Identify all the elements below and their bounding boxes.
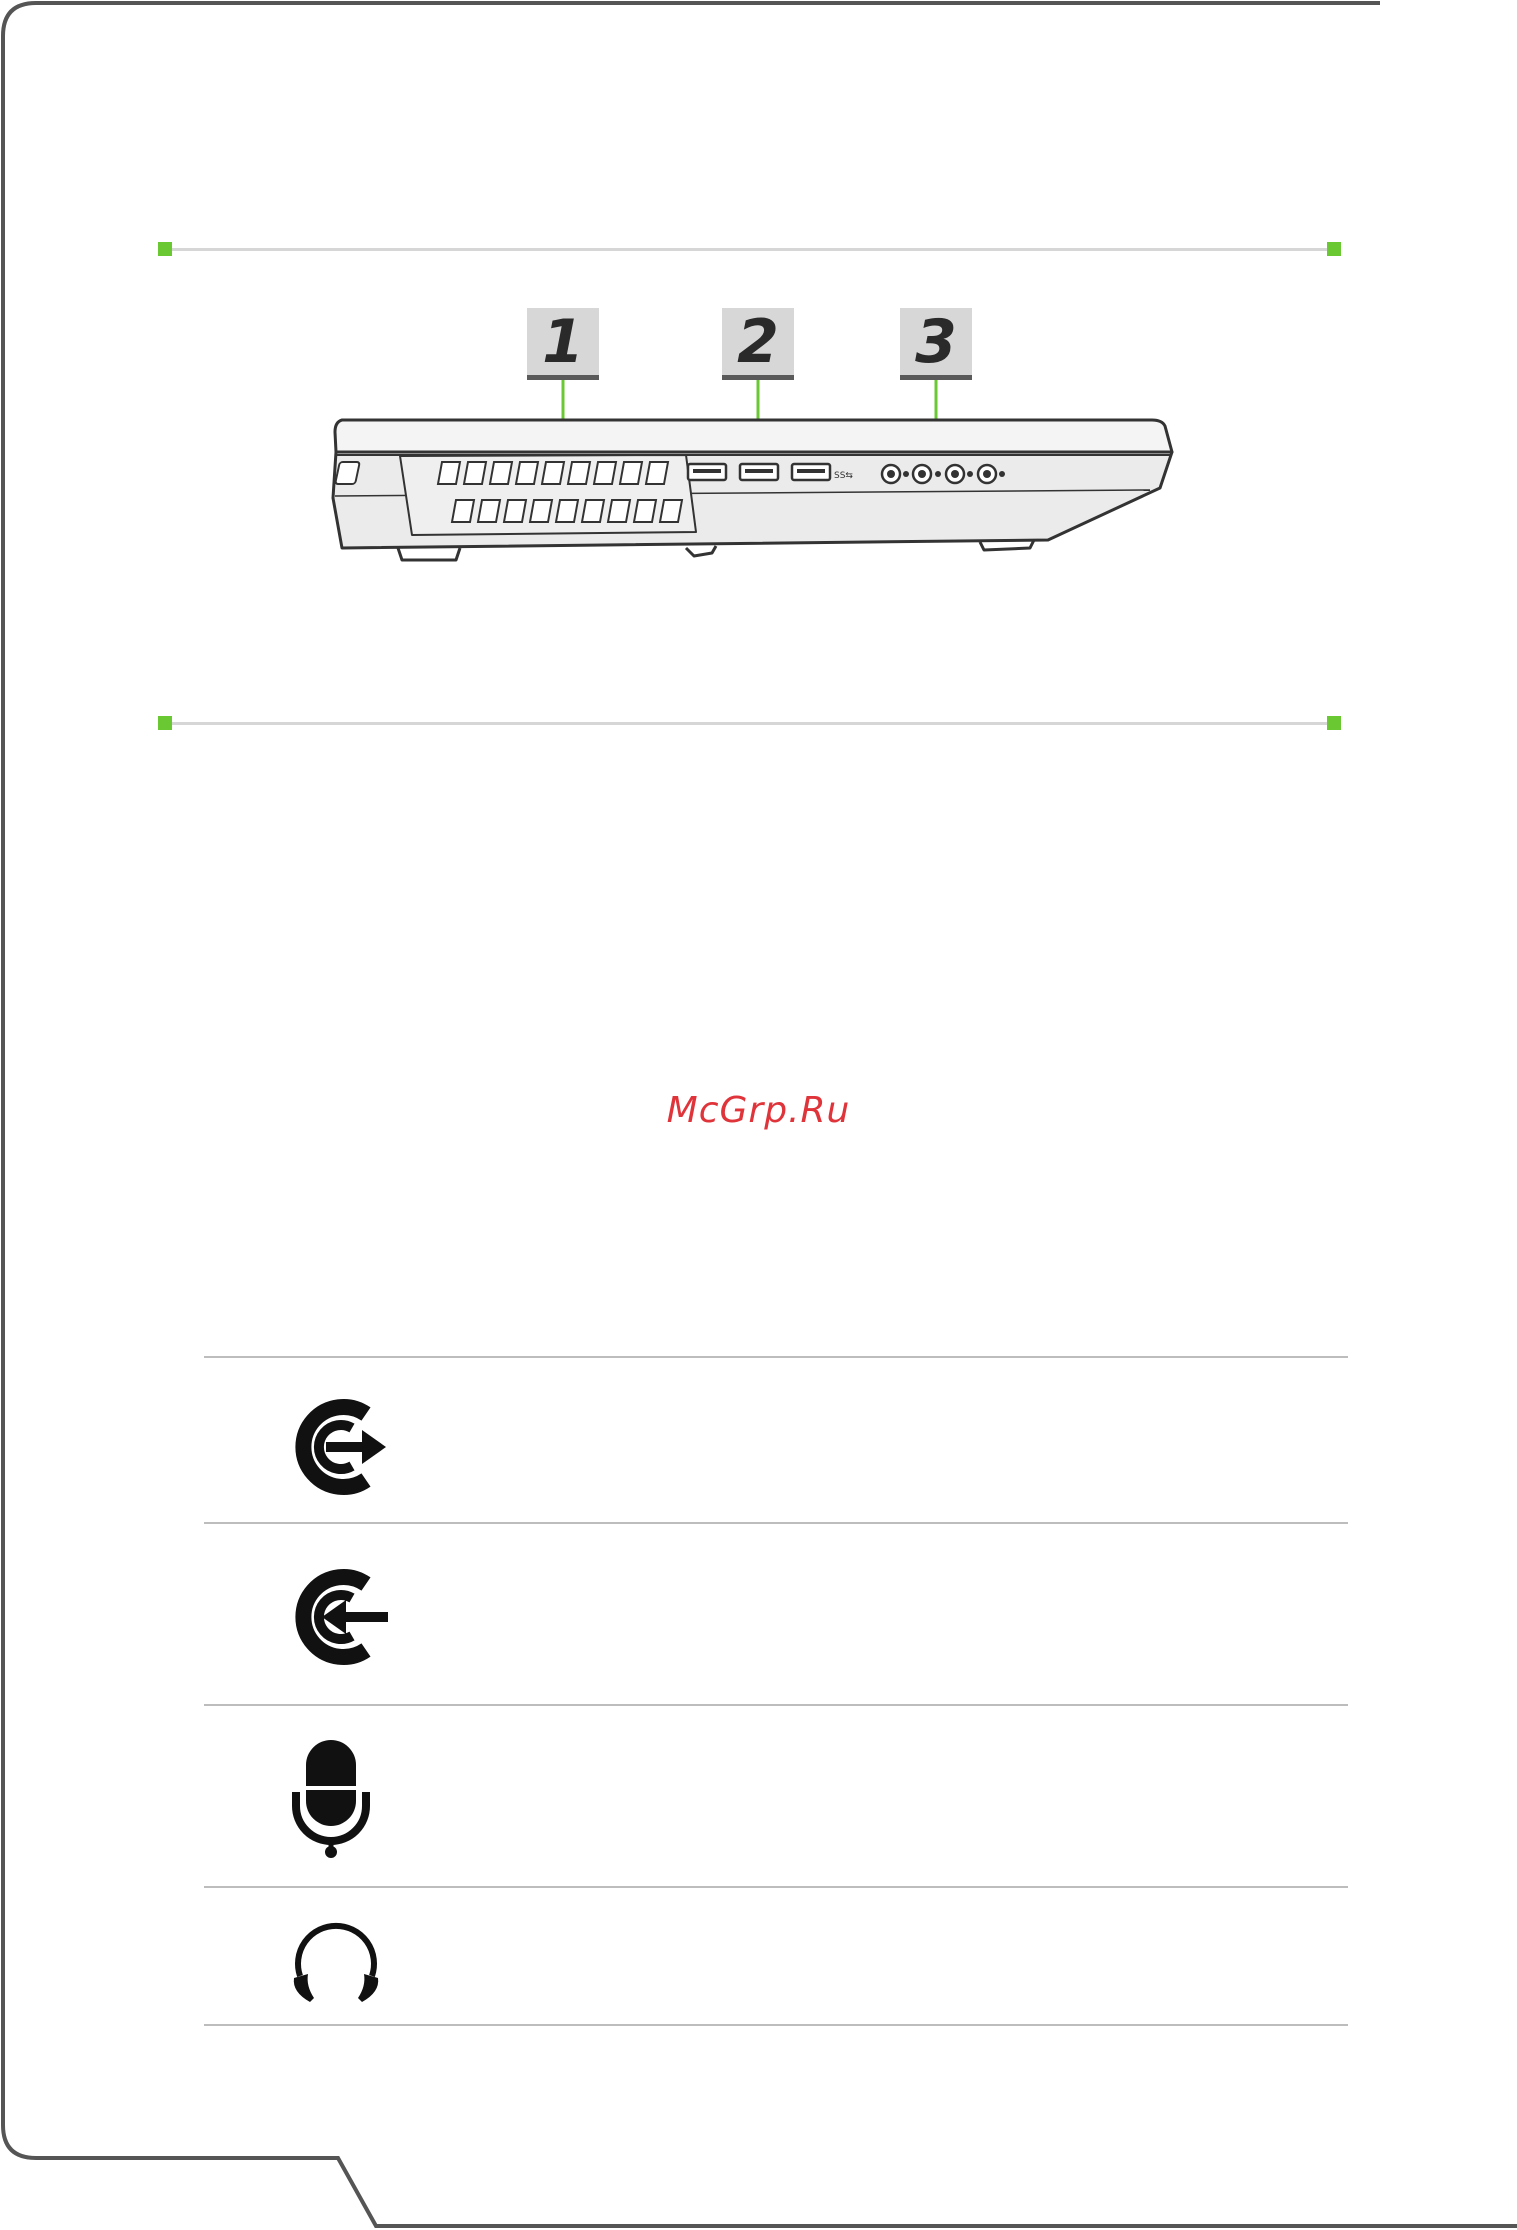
callout-1: 1 — [527, 308, 599, 380]
audio-jack-table — [204, 1356, 1348, 2026]
vent-slot — [530, 500, 552, 522]
laptop-side-view — [0, 0, 1517, 620]
vent-slot — [504, 500, 526, 522]
table-row — [204, 1522, 1348, 1704]
vent-slot — [438, 462, 460, 484]
vent-slot — [478, 500, 500, 522]
table-row — [204, 1356, 1348, 1522]
vent-slot — [516, 462, 538, 484]
vent-slot — [582, 500, 604, 522]
vent-slot — [490, 462, 512, 484]
vent-slot — [542, 462, 564, 484]
vent-slot — [556, 500, 578, 522]
table-row — [204, 1704, 1348, 1886]
vent-slot — [452, 500, 474, 522]
vent-slot — [594, 462, 616, 484]
vent-slot — [464, 462, 486, 484]
microphone-icon — [286, 1736, 376, 1866]
audio-input-icon — [286, 1562, 396, 1672]
table-row — [204, 1886, 1348, 2026]
audio-output-icon — [286, 1392, 396, 1502]
vent-slot — [660, 500, 682, 522]
section-divider-bottom — [158, 714, 1341, 732]
headphone-icon — [286, 1912, 386, 2012]
callout-3: 3 — [900, 308, 972, 380]
svg-text:SS⇆: SS⇆ — [834, 471, 853, 481]
vent-slot — [634, 500, 656, 522]
vent-slot — [620, 462, 642, 484]
vent-slot — [568, 462, 590, 484]
watermark: McGrp.Ru — [666, 1090, 851, 1131]
vent-slot — [608, 500, 630, 522]
vent-slot — [646, 462, 668, 484]
callout-2: 2 — [722, 308, 794, 380]
